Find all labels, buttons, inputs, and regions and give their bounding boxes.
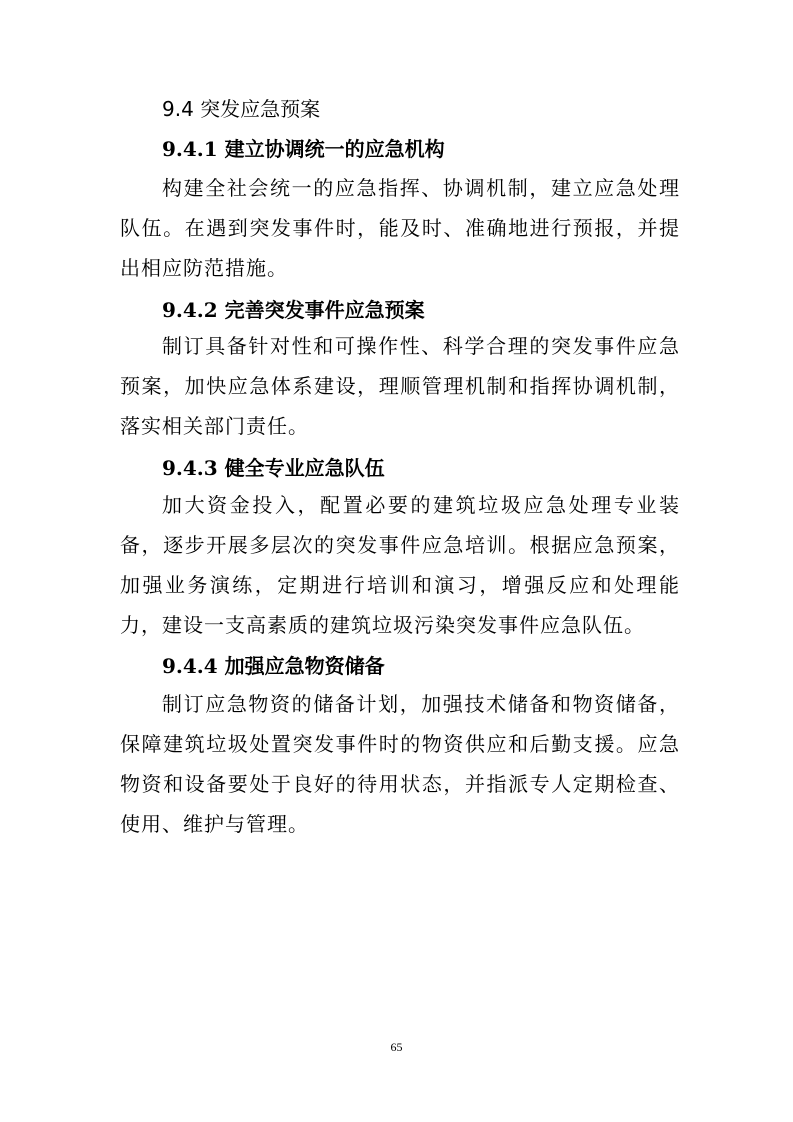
body-paragraph: 制订具备针对性和可操作性、科学合理的突发事件应急预案，加快应急体系建设，理顺管理机制和指挥协调机制，落实相关部门责任。 — [120, 334, 680, 438]
body-paragraph: 制订应急物资的储备计划，加强技术储备和物资储备，保障建筑垃圾处置突发事件时的物资供应和后勤支援。应急物资和设备要处于良好的待用状态，并指派专人定期检查、使用、维护与管理。 — [120, 692, 680, 836]
body-paragraph: 加大资金投入，配置必要的建筑垃圾应急处理专业装备，逐步开展多层次的突发事件应急培训。根据应急预案，加强业务演练，定期进行培训和演习，增强反应和处理能力，建设一支高素质的建筑垃圾污染突发事件应急队伍。 — [120, 493, 680, 637]
subsection-heading: 9.4.2 完善突发事件应急预案 — [162, 298, 425, 322]
section-title: 9.4 突发应急预案 — [162, 97, 321, 121]
page-number: 65 — [390, 1040, 403, 1054]
subsection-heading: 9.4.1 建立协调统一的应急机构 — [162, 137, 445, 161]
subsection-heading: 9.4.3 健全专业应急队伍 — [162, 456, 385, 480]
body-paragraph: 构建全社会统一的应急指挥、协调机制，建立应急处理队伍。在遇到突发事件时，能及时、准确地进行预报，并提出相应防范措施。 — [120, 176, 680, 280]
subsection-heading: 9.4.4 加强应急物资储备 — [162, 654, 385, 678]
